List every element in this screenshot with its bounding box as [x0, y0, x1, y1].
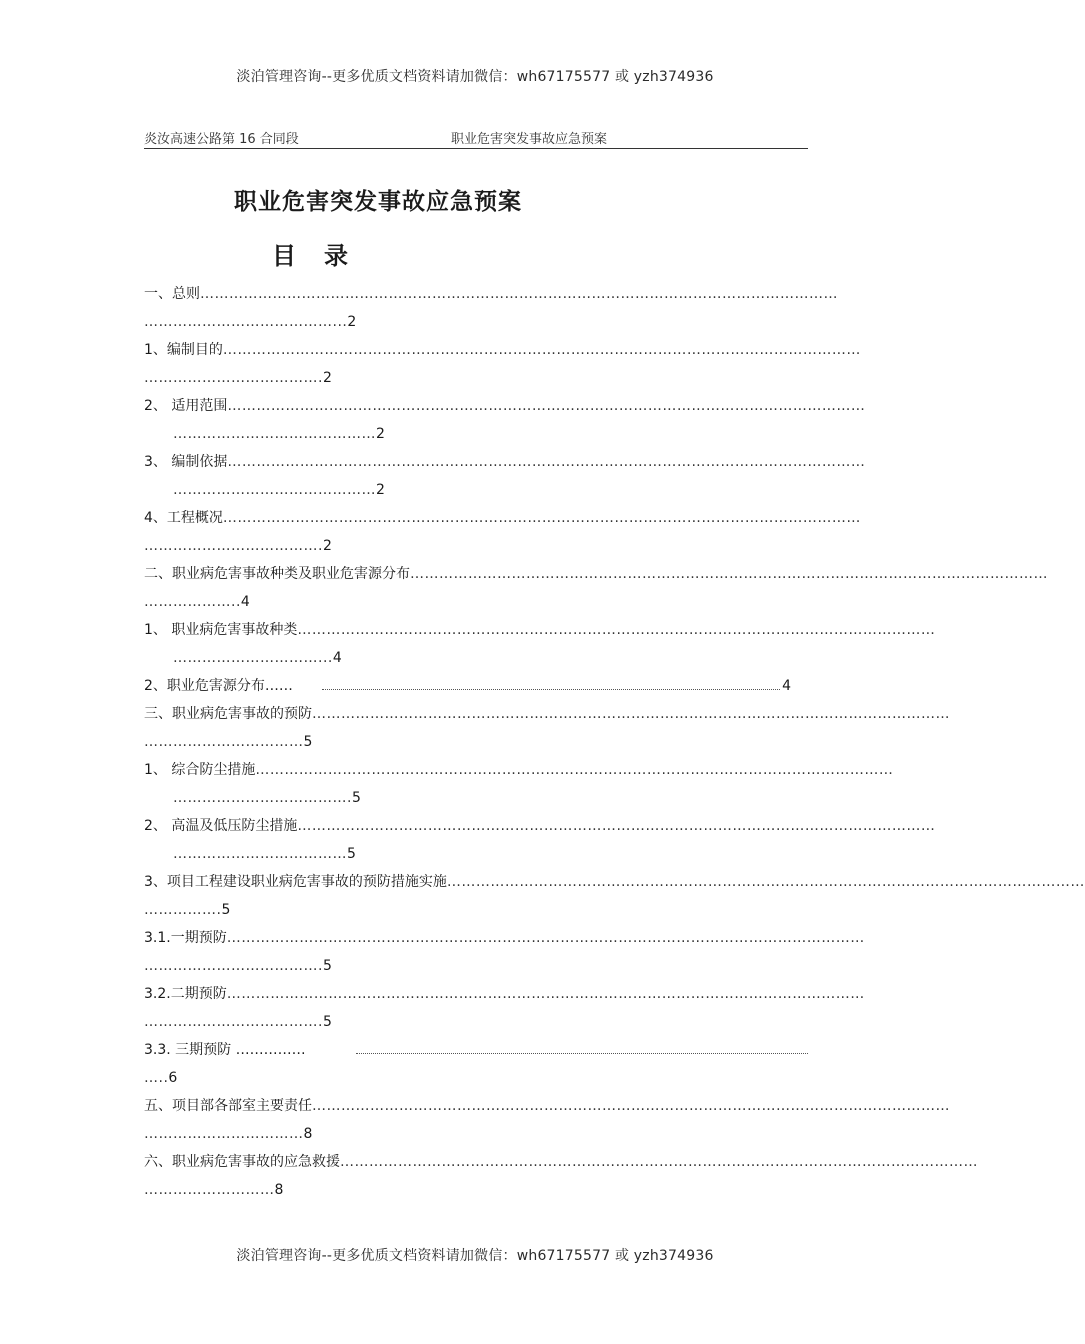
- toc-entry-dots: …..: [144, 1070, 169, 1086]
- toc-entry-label: 1、 综合防尘措施: [144, 762, 256, 778]
- toc-entry[interactable]: 三、职业病危害事故的预防…………………………………………………………………………………………………………………… ……………………………5: [144, 706, 950, 750]
- toc-entry-label: 2、 适用范围: [144, 398, 228, 414]
- toc-entry-dots: ……………………………: [144, 734, 304, 750]
- running-header: [144, 128, 808, 149]
- toc-entry-label: 五、项目部各部室主要责任: [144, 1098, 312, 1114]
- toc-entry[interactable]: [144, 674, 808, 702]
- toc-entry[interactable]: 3、 编制依据…………………………………………………………………………………………………………………… ……………………………………2: [144, 454, 866, 498]
- toc-entry-label: 2、 高温及低压防尘措施: [144, 818, 298, 834]
- toc-entry-page: 6: [168, 1070, 178, 1086]
- toc-entry[interactable]: 3、项目工程建设职业病危害事故的预防措施实施…………………………………………………………………………………………………………………… …………….5: [144, 874, 1085, 918]
- toc-entry[interactable]: 4、工程概况…………………………………………………………………………………………………………………… ……………………………….2: [144, 510, 861, 554]
- toc-entry[interactable]: 2、 高温及低压防尘措施…………………………………………………………………………………………………………………… ………………………………5: [144, 818, 936, 862]
- toc-entry-dots: ……………………………….: [144, 958, 323, 974]
- toc-entry-dots: ……………………………………: [173, 426, 376, 442]
- toc-entry-label: 4、工程概况: [144, 510, 223, 526]
- toc-entry-page: 5: [322, 1014, 332, 1030]
- toc-entry-page: 8: [303, 1126, 313, 1142]
- toc-entry-dots: …………….: [144, 902, 222, 918]
- toc-entry[interactable]: 3.2.二期预防…………………………………………………………………………………………………………………… ……………………………….5: [144, 986, 865, 1030]
- toc-entry[interactable]: 1、 综合防尘措施…………………………………………………………………………………………………………………… ……………………………….5: [144, 762, 894, 806]
- toc-entry-page: 5: [303, 734, 313, 750]
- toc-entry-dots: ……………………………………: [173, 482, 376, 498]
- toc-entry-page: 4: [782, 678, 791, 694]
- toc-entry-dots: ……………………………….: [144, 538, 323, 554]
- toc-entry-dots: ……………………………: [144, 1126, 304, 1142]
- watermark-top: 淡泊管理咨询--更多优质文档资料请加微信：wh67175577 或 yzh374936: [236, 69, 714, 85]
- toc-entry-label: 3.2.二期预防: [144, 986, 227, 1002]
- toc-entry[interactable]: 3.1.一期预防…………………………………………………………………………………………………………………… ……………………………….5: [144, 930, 865, 974]
- document-title: 职业危害突发事故应急预案: [234, 189, 522, 215]
- toc-entry-page: 2: [322, 538, 332, 554]
- toc-entry-label: 1、 职业病危害事故种类: [144, 622, 298, 638]
- toc-entry-label: 二、职业病危害事故种类及职业危害源分布: [144, 566, 410, 582]
- toc-entry-dots: …………………………...: [173, 650, 333, 666]
- toc-entry-page: 5: [347, 846, 356, 862]
- toc-entry-leader: [322, 689, 780, 690]
- toc-entry[interactable]: 1、 职业病危害事故种类…………………………………………………………………………………………………………………… …………………………...4: [144, 622, 936, 666]
- toc-entry-page: 2: [322, 370, 332, 386]
- toc-entry-dots: ……………………………….: [144, 1014, 323, 1030]
- table-of-contents: [144, 282, 1085, 1206]
- toc-entry-label: 3.3. 三期预防 ……………: [144, 1042, 306, 1058]
- toc-entry[interactable]: 1、编制目的…………………………………………………………………………………………………………………… ……………………………….2: [144, 342, 861, 386]
- toc-entry-label: 三、职业病危害事故的预防: [144, 706, 312, 722]
- toc-entry-dots: …………………………………...: [144, 314, 348, 330]
- header-doc-name: 职业危害突发事故应急预案: [451, 132, 608, 147]
- toc-entry-page: 5: [351, 790, 361, 806]
- toc-entry-label: 1、编制目的: [144, 342, 223, 358]
- toc-entry-label: 3、 编制依据: [144, 454, 228, 470]
- watermark-bottom: 淡泊管理咨询--更多优质文档资料请加微信：wh67175577 或 yzh374936: [236, 1248, 714, 1264]
- toc-entry-dots: ………………………: [144, 1182, 275, 1198]
- toc-entry-label: 一、总则: [144, 286, 200, 302]
- toc-entry-page: 2: [376, 426, 385, 442]
- toc-entry-page: 8: [274, 1182, 284, 1198]
- toc-entry[interactable]: 五、项目部各部室主要责任…………………………………………………………………………………………………………………… ……………………………8: [144, 1098, 950, 1142]
- toc-heading: 目录: [272, 241, 376, 270]
- toc-entry-page: 5: [322, 958, 332, 974]
- toc-entry[interactable]: [144, 1038, 808, 1094]
- toc-entry-leader: [356, 1053, 808, 1054]
- header-project: 炎汝高速公路第 16 合同段: [144, 132, 299, 147]
- toc-entry-label: 3、项目工程建设职业病危害事故的预防措施实施: [144, 874, 447, 890]
- toc-entry-page: 5: [221, 902, 231, 918]
- toc-entry-dots: ………………………………: [173, 846, 347, 862]
- toc-entry[interactable]: 二、职业病危害事故种类及职业危害源分布…………………………………………………………………………………………………………………… ………………..4: [144, 566, 1048, 610]
- toc-entry-page: 2: [376, 482, 385, 498]
- toc-entry-page: 4: [332, 650, 342, 666]
- toc-entry[interactable]: 2、 适用范围…………………………………………………………………………………………………………………… ……………………………………2: [144, 398, 866, 442]
- toc-entry-dots: ……………………………….: [173, 790, 352, 806]
- toc-entry-label: 六、职业病危害事故的应急救援: [144, 1154, 340, 1170]
- toc-entry-page: 2: [347, 314, 357, 330]
- toc-entry-label: 2、职业危害源分布……: [144, 678, 293, 694]
- toc-entry-label: 3.1.一期预防: [144, 930, 227, 946]
- toc-entry-page: 4: [240, 594, 250, 610]
- toc-entry-dots: ……………………………….: [144, 370, 323, 386]
- toc-entry-dots: ………………..: [144, 594, 241, 610]
- toc-entry[interactable]: 六、职业病危害事故的应急救援…………………………………………………………………………………………………………………… ………………………8: [144, 1154, 978, 1198]
- toc-entry[interactable]: 一、总则…………………………………………………………………………………………………………………… …………………………………...2: [144, 286, 838, 330]
